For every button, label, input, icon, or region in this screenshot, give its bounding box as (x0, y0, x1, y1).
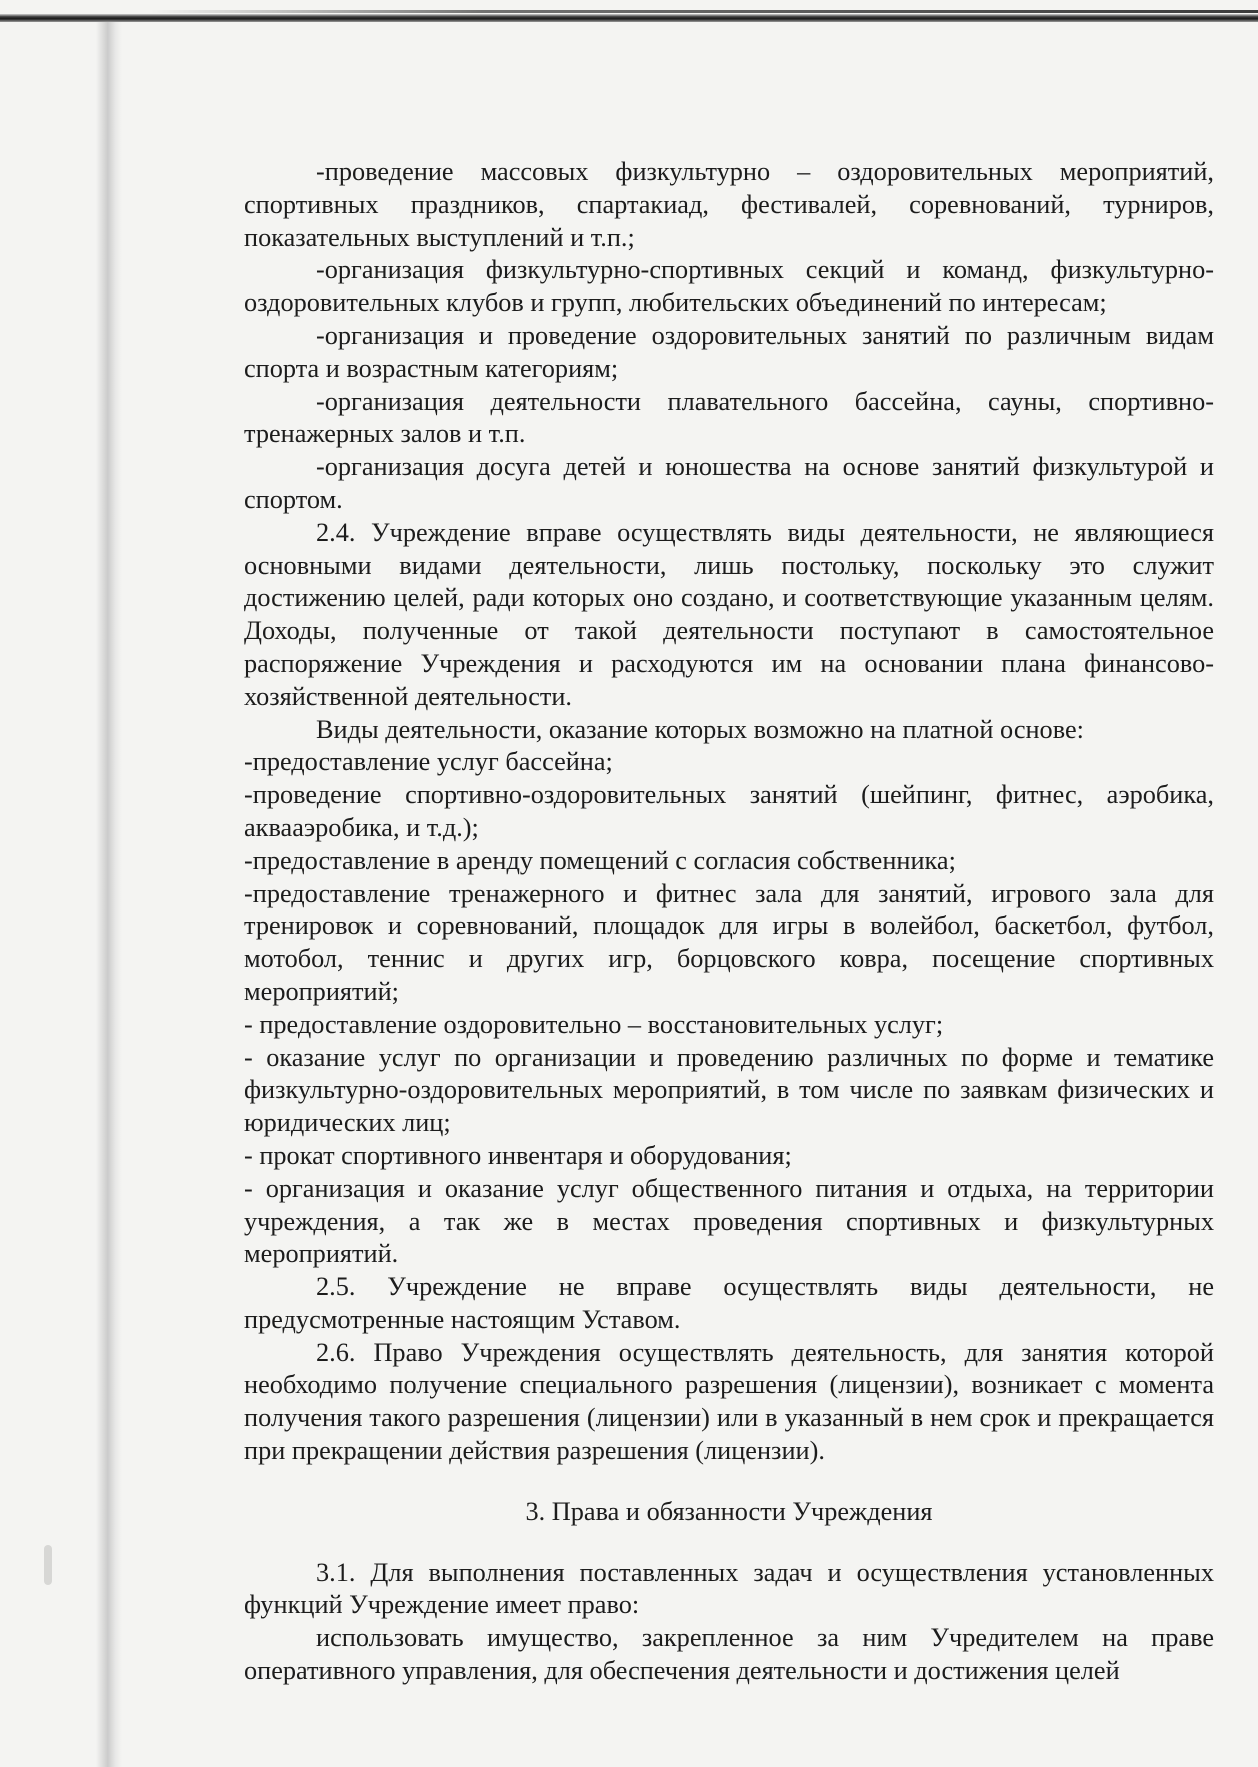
list-item: -проведение спортивно-оздоровительных занятий (шейпинг, фитнес, аэробика, аквааэробика, и т.д.); (244, 780, 1214, 842)
list-item: - организация и оказание услуг общественного питания и отдыха, на территории учреждения, а так же в местах проведения спортивных и физкультурных мероприятий. (244, 1173, 1214, 1269)
list-item: - предоставление оздоровительно – восстановительных услуг; (244, 1009, 944, 1039)
scan-edge-line (150, 10, 1258, 13)
paragraph-mass-events: -проведение массовых физкультурно – оздоровительных мероприятий, спортивных праздников, спартакиад, фестивалей, соревнований, турниров, показательных выступлений и т.п.; (244, 157, 1214, 252)
list-item: - оказание услуг по организации и проведению различных по форме и тематике физкультурно-оздоровительных мероприятий, в том числе по заявкам физических и юридических лиц; (244, 1042, 1214, 1138)
paragraph-sections: -организация физкультурно-спортивных секций и команд, физкультурно-оздоровительных клубов и групп, любительских объединений по интересам; (244, 255, 1214, 318)
paragraph-3-1: 3.1. Для выполнения поставленных задач и осуществления установленных функций Учреждение имеет право: (244, 1557, 1214, 1620)
paragraph-2-5: 2.5. Учреждение не вправе осуществлять виды деятельности, не предусмотренные настоящим Уставом. (244, 1272, 1214, 1334)
paragraph-leisure: -организация досуга детей и юношества на основе занятий физкультурой и спортом. (244, 452, 1214, 514)
paragraph-2-6: 2.6. Право Учреждения осуществлять деятельность, для занятия которой необходимо получение специального разрешения (лицензии), возникает с момента получения такого разрешения (лицензии) или в указанный в нем срок и прекращается при прекращении действия разрешения (лицензии). (244, 1337, 1214, 1466)
paragraph-2-4: 2.4. Учреждение вправе осуществлять виды деятельности, не являющиеся основными видами деятельности, лишь постольку, поскольку это служит достижению целей, ради которых оно создано, и соответствующие указанным целям. Доходы, полученные от такой деятельности поступают в самостоятельное распоряжение Учреждения и расходуются им на основании плана финансово-хозяйственной деятельности. (244, 517, 1214, 711)
scan-speck (44, 1545, 52, 1585)
list-item: - прокат спортивного инвентаря и оборудования; (244, 1140, 792, 1170)
paragraph-classes: -организация и проведение оздоровительных занятий по различным видам спорта и возрастным категориям; (244, 320, 1214, 383)
paragraph-paid-services-intro: Виды деятельности, оказание которых возможно на платной основе: (316, 714, 1084, 744)
list-item: -предоставление в аренду помещений с согласия собственника; (244, 845, 956, 875)
paragraph-property-use: использовать имущество, закрепленное за ним Учредителем на праве оперативного управления, для обеспечения деятельности и достижения целей (244, 1623, 1214, 1686)
list-item: -предоставление тренажерного и фитнес зала для занятий, игрового зала для тренировок и соревнований, площадок для игры в волейбол, баскетбол, футбол, мотобол, теннис и других игр, борцовского ковра, посещение спортивных мероприятий; (244, 878, 1214, 1006)
paragraph-pool: -организация деятельности плавательного бассейна, сауны, спортивно-тренажерных залов и т.п. (244, 386, 1214, 449)
scan-binding-shadow (96, 22, 122, 1767)
list-item: -предоставление услуг бассейна; (244, 747, 613, 777)
scan-top-edge (0, 14, 1258, 22)
document-page (244, 156, 1214, 1688)
section-heading: 3. Права и обязанности Учреждения (525, 1496, 933, 1526)
